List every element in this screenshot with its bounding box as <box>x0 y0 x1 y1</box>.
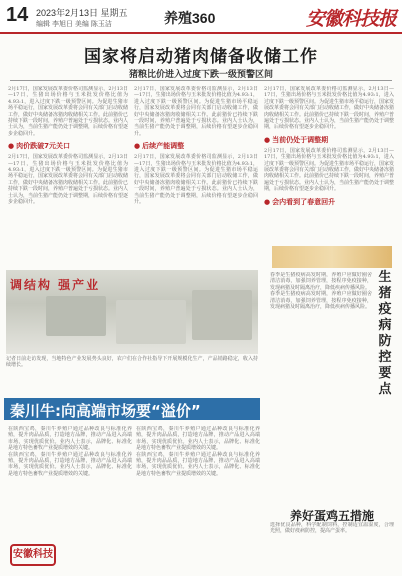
page-number: 14 <box>6 4 29 26</box>
feature-photo <box>6 270 258 354</box>
sidebar-vertical-title: 生猪疫病防控要点 <box>378 270 392 397</box>
article1-column-1 <box>8 86 128 264</box>
article1-subhead: 猪粮比价进入过度下跌一级预警区间 <box>128 70 273 80</box>
article2-headline: 秦川牛:向高端市场要“溢价” <box>10 402 201 420</box>
article1-headline: 国家将启动猪肉储备收储工作 <box>84 47 318 67</box>
article1-column-2 <box>134 86 258 264</box>
sidebar-body: 春季是生猪疫病高发时期，养殖户应做好圈舍清洁消毒，加强饲养管理，按程序免疫接种，发现病猪及时隔离治疗，降低疾病传播风险。 <box>270 272 372 291</box>
article2-headline-band <box>4 398 260 420</box>
newspaper-logo: 安徽科技报 <box>306 8 397 30</box>
article1-body: 2月17日，国家发展改革委价格司监测显示，2月13日—17日，生猪出场价格与玉米批发价格比值为4.93:1，进入过度下跌一级预警区间。为促进生猪市场平稳运行，国家发展改革委将会同有关部门启动收储工作，做好中央储备冻猪肉收储相关工作。此前猪价已持续下跌一段时间，养殖户普遍处于亏损状态。业内人士认为，当前生猪产能仍处于调整期，后续价格有望逐步企稳回升。 <box>264 86 394 131</box>
article1-body: 2月17日，国家发展改革委价格司监测显示，2月13日—17日，生猪出场价格与玉米批发价格比值为4.93:1，进入过度下跌一级预警区间。为促进生猪市场平稳运行，国家发展改革委将会同有关部门启动收储工作，做好中央储备冻猪肉收储相关工作。此前猪价已持续下跌一段时间，养殖户普遍处于亏损状态。业内人士认为，当前生猪产能仍处于调整期，后续价格有望逐步企稳回升。 <box>134 86 258 137</box>
divider <box>10 80 392 81</box>
article1-subhead-4: ● 会内看到了春意回升 <box>264 197 394 207</box>
sidebar-column <box>270 272 372 502</box>
article1-body: 2月17日，国家发展改革委价格司监测显示，2月13日—17日，生猪出场价格与玉米批发价格比值为4.93:1，进入过度下跌一级预警区间。为促进生猪市场平稳运行，国家发展改革委将会同有关部门启动收储工作，做好中央储备冻猪肉收储相关工作。此前猪价已持续下跌一段时间，养殖户普遍处于亏损状态。业内人士认为，当前生猪产能仍处于调整期，后续价格有望逐步企稳回升。 <box>8 86 128 137</box>
issue-date: 2023年2月13日 星期五 <box>36 8 128 18</box>
sidebar-body: 春季是生猪疫病高发时期，养殖户应做好圈舍清洁消毒，加强饲养管理，按程序免疫接种，发现病猪及时隔离治疗，降低疾病传播风险。 <box>270 291 372 311</box>
photo-caption: 调结构 强产业 <box>10 278 101 292</box>
sidebar2-headline: 养好蛋鸡五措施 <box>289 509 374 523</box>
article1-body: 2月17日，国家发展改革委价格司监测显示，2月13日—17日，生猪出场价格与玉米批发价格比值为4.93:1，进入过度下跌一级预警区间。为促进生猪市场平稳运行，国家发展改革委将会同有关部门启动收储工作，做好中央储备冻猪肉收储相关工作。此前猪价已持续下跌一段时间，养殖户普遍处于亏损状态。业内人士认为，当前生猪产能仍处于调整期，后续价格有望逐步企稳回升。 <box>264 147 394 193</box>
article2-body: 在陕西宝鸡，秦川牛养殖户通过品种改良与标准化养殖，提升肉品品质，打造地方品牌，推动产品进入高端市场，实现优质优价。业内人士表示，品牌化、标准化是地方特色畜牧产业提质增效的关键。 <box>136 426 260 452</box>
editor-line: 编辑 李旭日 美编 陈玉洁 <box>36 21 112 28</box>
article2-column-1 <box>8 426 132 544</box>
article1-subhead-3: ● 当前仍处于调整期 <box>264 135 394 145</box>
article1-subhead-2: ● 后续产能调整 <box>134 141 258 151</box>
article2-body: 在陕西宝鸡，秦川牛养殖户通过品种改良与标准化养殖，提升肉品品质，打造地方品牌，推动产品进入高端市场，实现优质优价。业内人士表示，品牌化、标准化是地方特色畜牧产业提质增效的关键。 <box>8 451 132 477</box>
photo-body: 记者日前走访发现，当地特色产业发展势头良好，农户们在合作社指导下开展规模化生产，产品销路稳定，收入持续增长。 <box>6 356 258 369</box>
article1-column-3 <box>264 86 394 236</box>
section-title: 养殖360 <box>164 10 216 26</box>
chicks-photo <box>272 246 392 268</box>
article2-body: 在陕西宝鸡，秦川牛养殖户通过品种改良与标准化养殖，提升肉品品质，打造地方品牌，推动产品进入高端市场，实现优质优价。业内人士表示，品牌化、标准化是地方特色畜牧产业提质增效的关键。 <box>136 451 260 477</box>
article1-subhead-1: ● 肉价跌破7元关口 <box>8 141 128 151</box>
article1-body: 2月17日，国家发展改革委价格司监测显示，2月13日—17日，生猪出场价格与玉米批发价格比值为4.93:1，进入过度下跌一级预警区间。为促进生猪市场平稳运行，国家发展改革委将会同有关部门启动收储工作，做好中央储备冻猪肉收储相关工作。此前猪价已持续下跌一段时间，养殖户普遍处于亏损状态。业内人士认为，当前生猪产能仍处于调整期，后续价格有望逐步企稳回升。 <box>8 154 128 206</box>
article1-body: 2月17日，国家发展改革委价格司监测显示，2月13日—17日，生猪出场价格与玉米批发价格比值为4.93:1，进入过度下跌一级预警区间。为促进生猪市场平稳运行，国家发展改革委将会同有关部门启动收储工作，做好中央储备冻猪肉收储相关工作。此前猪价已持续下跌一段时间，养殖户普遍处于亏损状态。业内人士认为，当前生猪产能仍处于调整期，后续价格有望逐步企稳回升。 <box>134 154 258 206</box>
sidebar2-body: 选择优良品种，科学配制饲料，控制适宜温湿度，合理光照，做好疫病防控，提高产蛋率。 <box>270 522 394 535</box>
sidebar2-column <box>270 522 394 570</box>
footer-logo: 安徽科技 <box>10 544 56 566</box>
article2-body: 在陕西宝鸡，秦川牛养殖户通过品种改良与标准化养殖，提升肉品品质，打造地方品牌，推动产品进入高端市场，实现优质优价。业内人士表示，品牌化、标准化是地方特色畜牧产业提质增效的关键。 <box>8 426 132 452</box>
article2-column-2 <box>136 426 260 566</box>
page-header <box>0 0 402 34</box>
